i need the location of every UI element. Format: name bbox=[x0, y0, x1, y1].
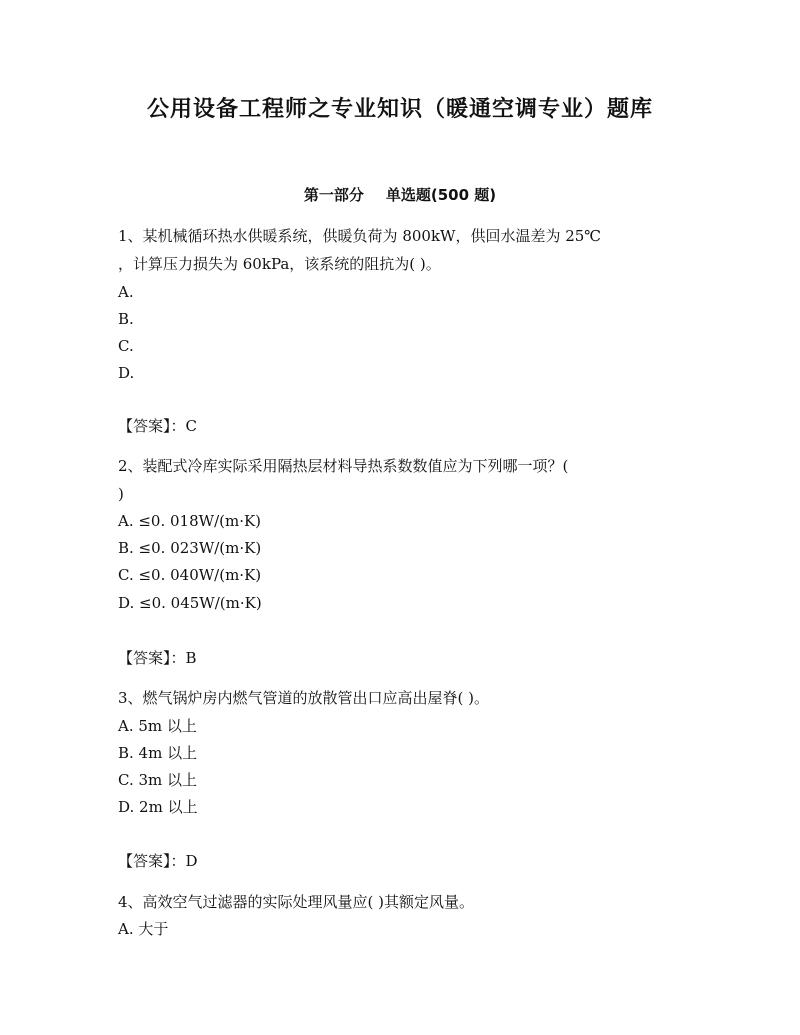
question-2-answer bbox=[118, 648, 718, 668]
question-1-option-d: D. bbox=[118, 364, 135, 382]
question-2-option-c: C. ≤0. 040W/(m·K) bbox=[118, 566, 262, 584]
question-1-stem-line-1: 1、某机械循环热水供暖系统，供暖负荷为 800kW，供回水温差为 25℃ bbox=[118, 227, 602, 245]
question-1-option-b: B. bbox=[118, 310, 134, 328]
question-3-option-a: A. 5m 以上 bbox=[118, 717, 197, 735]
answer-value: D bbox=[185, 852, 198, 870]
question-1-option-a: A. bbox=[118, 283, 134, 301]
question-2-option-a: A. ≤0. 018W/(m·K) bbox=[118, 512, 262, 530]
question-3-answer bbox=[118, 851, 718, 871]
question-2-stem-line-2: ) bbox=[118, 485, 124, 503]
question-3-option-d: D. 2m 以上 bbox=[118, 798, 198, 816]
question-1-answer bbox=[118, 416, 718, 436]
question-3-stem-line-1: 3、燃气锅炉房内燃气管道的放散管出口应高出屋脊( )。 bbox=[118, 689, 490, 707]
answer-value: B bbox=[185, 649, 197, 667]
section-name: 单选题(500 题) bbox=[385, 186, 497, 204]
answer-label: 【答案】： bbox=[118, 649, 186, 667]
question-2-stem-line-1: 2、装配式冷库实际采用隔热层材料导热系数数值应为下列哪一项？( bbox=[118, 457, 569, 475]
question-3-option-c: C. 3m 以上 bbox=[118, 771, 198, 789]
question-4-stem-line-1: 4、高效空气过滤器的实际处理风量应( )其额定风量。 bbox=[118, 893, 475, 911]
section-heading bbox=[0, 184, 800, 205]
answer-label: 【答案】： bbox=[118, 852, 186, 870]
question-2-option-d: D. ≤0. 045W/(m·K) bbox=[118, 594, 262, 612]
section-label: 第一部分 bbox=[303, 186, 364, 204]
answer-value: C bbox=[185, 417, 197, 435]
question-1-option-c: C. bbox=[118, 337, 134, 355]
question-3-option-b: B. 4m 以上 bbox=[118, 744, 198, 762]
question-1-stem-line-2: ，计算压力损失为 60kPa，该系统的阻抗为( )。 bbox=[118, 255, 441, 273]
document-title: 公用设备工程师之专业知识（暖通空调专业）题库 bbox=[146, 97, 653, 122]
question-4-option-a: A. 大于 bbox=[118, 920, 169, 938]
answer-label: 【答案】： bbox=[118, 417, 186, 435]
question-2-option-b: B. ≤0. 023W/(m·K) bbox=[118, 539, 262, 557]
